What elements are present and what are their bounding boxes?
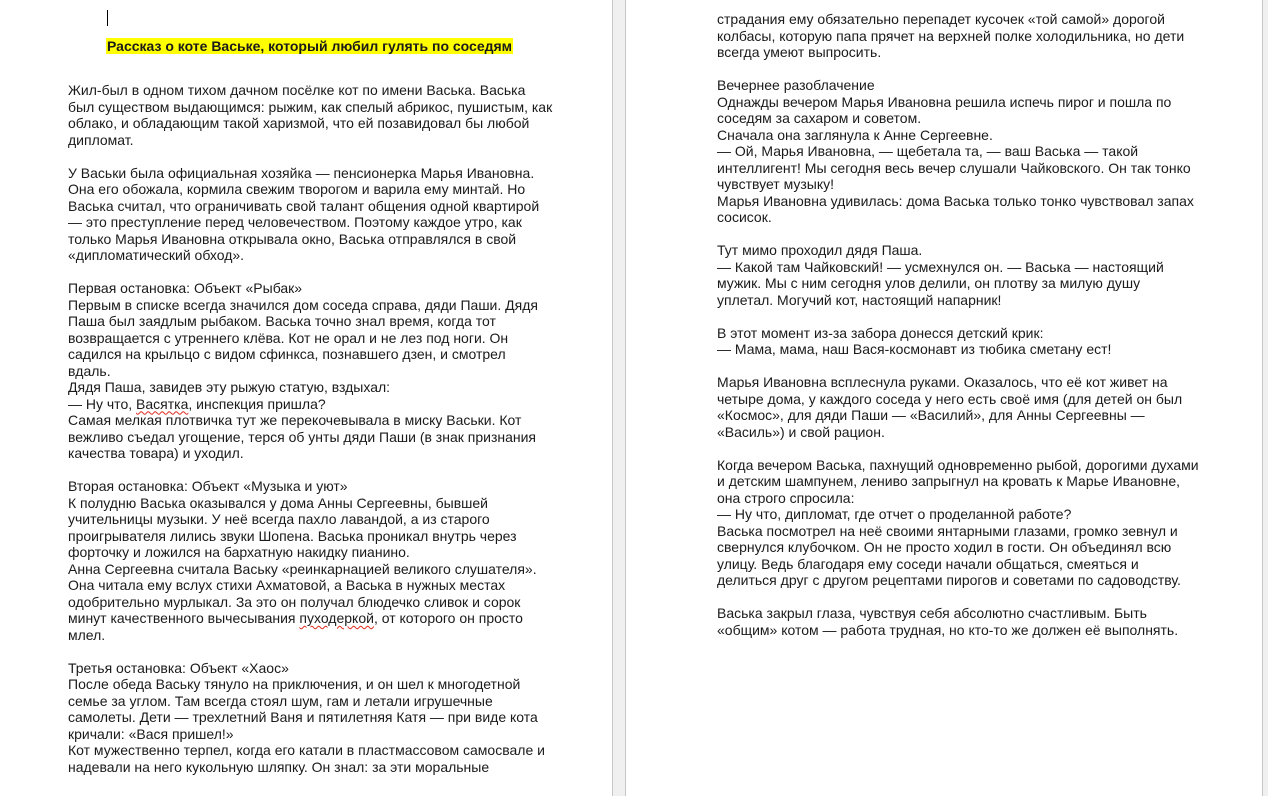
title-paragraph[interactable] <box>106 38 513 56</box>
document-page-right[interactable] <box>626 0 1262 796</box>
paragraph[interactable]: Жил-был в одном тихом дачном посёлке кот по имени Васька. Васька был существом выдающимся: рыжим, как спелый абрикос, пушистым, как облако, и обладающим такой харизмой, что ей позавидовал бы любой дипломат. <box>68 82 553 148</box>
document-title[interactable]: Рассказ о коте Ваське, который любил гулять по соседям <box>107 38 513 54</box>
paragraph[interactable]: Тут мимо проходил дядя Паша. — Какой там Чайковский! — усмехнулся он. — Васька — настоящий мужик. Мы с ним сегодня улов делили, он плотву за милую душу уплетал. Могучий кот, настоящий напарник! <box>717 242 1164 308</box>
paragraph[interactable]: Васька закрыл глаза, чувствуя себя абсолютно счастливым. Быть «общим» котом — работа трудная, но кто-то же должен её выполнять. <box>717 605 1179 638</box>
paragraph[interactable]: У Васьки была официальная хозяйка — пенсионерка Марья Ивановна. Она его обожала, кормила свежим творогом и варила ему минтай. Но Васька считал, что ограничивать свой талант общения одной квартирой — это преступление перед человечеством. Поэтому каждое утро, как только Марья Ивановна открывала окно, Васька отправлялся в свой «дипломатический обход». <box>68 164 540 263</box>
page-edge <box>1262 0 1268 796</box>
paragraph[interactable]: Когда вечером Васька, пахнущий одновременно рыбой, дорогими духами и детским шампунем, лениво запрыгнул на кровать к Марье Ивановне, она строго спросила: — Ну что, дипломат, где отчет о проделанной работе? Васька посмотрел на неё своими янтарными глазами, громко зевнул и свернулся клубочком. Он не просто ходил в гости. Он объединял всю улицу. Ведь благодаря ему соседи начали общаться, смеяться и делиться друг с другом рецептами пирогов и советами по садоводству. <box>717 456 1199 588</box>
section-heading[interactable]: Третья остановка: Объект «Хаос» <box>68 659 289 676</box>
paragraph[interactable]: Вторая остановка: Объект «Музыка и уют» К полудню Васька оказывался у дома Анны Сергеевны, бывшей учительницы музыки. У неё всегда пахло лавандой, а из старого проигрывателя лились звуки Шопена. Васька проникал внутрь через форточку и ложился на бархатную накидку пианино. Анна Сергеевна считала Ваську «реинкарнацией великого слушателя». Она читала ему вслух стихи Ахматовой, а Васька в нужных местах одобрительно мурлыкал. За это он получал блюдечко сливок и сорок минут качественного вычесывания пуходеркой, от которого он просто млел. <box>68 478 573 643</box>
section-heading[interactable]: Вторая остановка: Объект «Музыка и уют» <box>68 478 348 494</box>
paragraph[interactable]: В этот момент из-за забора донесся детский крик: — Мама, мама, наш Вася-космонавт из тюбика сметану ест! <box>717 324 1112 357</box>
right-page-text[interactable] <box>717 11 1223 655</box>
paragraph[interactable]: страдания ему обязательно перепадет кусочек «той самой» дорогой колбасы, которую папа прячет на верхней полке холодильника, но дети всегда умеют выпросить. <box>717 11 1185 60</box>
paragraph[interactable]: Марья Ивановна всплеснула руками. Оказалось, что её кот живет на четыре дома, у каждого соседа у него есть своё имя (для детей он был «Космос», для дяди Паши — «Василий», для Анны Сергеевны — «Василь») и свой рацион. <box>717 374 1183 440</box>
document-page-left[interactable] <box>0 0 612 796</box>
left-page-text[interactable] <box>68 82 573 792</box>
page-gutter <box>612 0 626 796</box>
section-heading[interactable]: Первая остановка: Объект «Рыбак» <box>68 280 303 296</box>
spellcheck-word[interactable]: пуходеркой <box>299 610 374 626</box>
section-heading[interactable]: Вечернее разоблачение <box>717 77 875 93</box>
spellcheck-word[interactable]: Васятка <box>136 395 189 412</box>
paragraph[interactable]: Первая остановка: Объект «Рыбак» Первым в списке всегда значился дом соседа справа, дяди Паши. Дядя Паша был заядлым рыбаком. Васька точно знал время, когда тот возвращается с утреннего клёва. Кот не орал и не лез под ноги. Он садился на крыльцо с видом сфинкса, познавшего дзен, и смотрел вдаль. Дядя Паша, завидев эту рыжую статую, вздыхал: — Ну что, Васятка, инспекция пришла? Самая мелкая плотвичка тут же перекочевывала в миску Васьки. Кот вежливо съедал угощение, терся об унты дяди Паши (в знак признания качества товара) и уходил. <box>68 280 573 462</box>
paragraph[interactable]: Вечернее разоблачение Однажды вечером Марья Ивановна решила испечь пирог и пошла по соседям за сахаром и советом. Сначала она заглянула к Анне Сергеевне. — Ой, Марья Ивановна, — щебетала та, — ваш Васька — такой интеллигент! Мы сегодня весь вечер слушали Чайковского. Он так тонко чувствует музыку! Марья Ивановна удивилась: дома Васька только тонко чувствовал запах сосисок. <box>717 77 1223 226</box>
text-cursor <box>107 10 108 26</box>
paragraph[interactable]: Третья остановка: Объект «Хаос» После обеда Ваську тянуло на приключения, и он шел к многодетной семье за углом. Там всегда стоял шум, гам и летали игрушечные самолеты. Дети — трехлетний Ваня и пятилетняя Катя — при виде кота кричали: «Вася пришел!» Кот мужественно терпел, когда его катали в пластмассовом самосвале и надевали на него кукольную шляпку. Он знал: за эти моральные <box>68 660 573 776</box>
